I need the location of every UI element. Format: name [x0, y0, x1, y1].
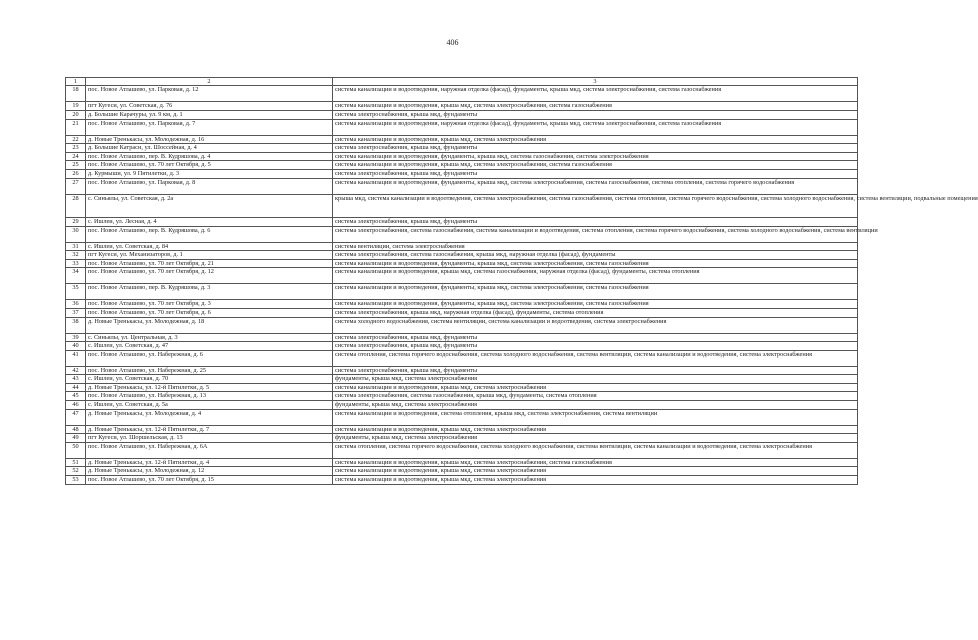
- row-address: пос. Новое Атлашево, пер. В. Кудряшова, д. 6: [86, 226, 333, 242]
- row-works: система канализации и водоотведения, фундаменты, крыша мкд, система электроснабжения, система газоснабжения: [333, 284, 858, 300]
- row-address: пос. Новое Атлашево, пер. В. Кудряшова, д. 4: [86, 152, 333, 161]
- row-address: пгт Кугеси, ул. Шоршельская, д. 13: [86, 434, 333, 443]
- row-address: пос. Новое Атлашево, ул. 70 лет Октября, д. 5: [86, 161, 333, 170]
- row-works: система электроснабжения, система газоснабжения, крыша мкд, наружная отделка (фасад), фундаменты: [333, 251, 858, 260]
- row-address: д. Большие Катраси, ул. Шоссейная, д. 4: [86, 144, 333, 153]
- row-works: крыша мкд, система канализации и водоотведения, система электроснабжения, система газоснабжения, система отопления, система горячего водоснабжения, система холодного водоснабжения, система вентиляции, подвальные помещения: [333, 194, 858, 217]
- row-address: пгт Кугеси, ул. Механизаторов, д. 1: [86, 251, 333, 260]
- row-address: с. Ишлеи, ул. Советская, д. 70: [86, 375, 333, 384]
- row-number: 36: [66, 300, 86, 309]
- row-address: д. Новые Тренькасы, ул. Молодежная, д. 12: [86, 467, 333, 476]
- table-row: [66, 467, 858, 476]
- row-number: 50: [66, 442, 86, 458]
- row-works: система канализации и водоотведения, крыша мкд, система электроснабжения: [333, 476, 858, 485]
- table-row: [66, 152, 858, 161]
- row-works: система электроснабжения, система газоснабжения, крыша мкд, фундаменты, система отопления: [333, 392, 858, 401]
- row-number: 21: [66, 119, 86, 135]
- row-address: с. Ишлеи, ул. Советская, д. 47: [86, 342, 333, 351]
- row-address: пос. Новое Атлашево, ул. Парковая, д. 12: [86, 86, 333, 102]
- row-number: 29: [66, 217, 86, 226]
- row-address: с. Ишлеи, ул. Лесная, д. 4: [86, 217, 333, 226]
- table-row: [66, 268, 858, 284]
- row-works: система канализации и водоотведения, крыша мкд, система электроснабжения: [333, 135, 858, 144]
- table-row: [66, 169, 858, 178]
- row-number: 46: [66, 401, 86, 410]
- row-address: д. Новые Тренькасы, ул. Молодежная, д. 16: [86, 135, 333, 144]
- table-row: [66, 135, 858, 144]
- row-number: 49: [66, 434, 86, 443]
- table-row: [66, 342, 858, 351]
- row-address: пос. Новое Атлашево, ул. Парковая, д. 7: [86, 119, 333, 135]
- table-row: [66, 458, 858, 467]
- row-number: 47: [66, 409, 86, 425]
- row-works: система электроснабжения, крыша мкд, фундаменты: [333, 342, 858, 351]
- row-number: 42: [66, 366, 86, 375]
- table-row: [66, 251, 858, 260]
- row-address: пос. Новое Атлашево, пер. В. Кудряшова, д. 3: [86, 284, 333, 300]
- row-works: система электроснабжения, крыша мкд, фундаменты: [333, 169, 858, 178]
- row-address: д. Новые Тренькасы, ул. 12-й Пятилетки, д. 5: [86, 383, 333, 392]
- table-row: [66, 350, 858, 366]
- table-row: [66, 392, 858, 401]
- row-number: 41: [66, 350, 86, 366]
- row-address: с. Синьялы, ул. Советская, д. 2а: [86, 194, 333, 217]
- row-address: пос. Новое Атлашево, ул. 70 лет Октября, д. 12: [86, 268, 333, 284]
- row-address: с. Ишлеи, ул. Советская, д. 84: [86, 242, 333, 251]
- row-address: пос. Новое Атлашево, ул. 70 лет Октября, д. 21: [86, 259, 333, 268]
- table-row: [66, 375, 858, 384]
- row-number: 45: [66, 392, 86, 401]
- row-works: система канализации и водоотведения, наружная отделка (фасад), фундаменты, крыша мкд, система электроснабжения, система газоснабжения: [333, 86, 858, 102]
- row-address: д. Большие Карачуры, ул. 9 км, д. 1: [86, 111, 333, 120]
- page-number: 406: [446, 38, 459, 47]
- table-row: [66, 119, 858, 135]
- table-row: [66, 284, 858, 300]
- row-works: система электроснабжения, крыша мкд, фундаменты: [333, 111, 858, 120]
- row-number: 51: [66, 458, 86, 467]
- row-address: д. Новые Тренькасы, ул. 12-й Пятилетки, д. 7: [86, 425, 333, 434]
- table-row: [66, 476, 858, 485]
- table-row: [66, 226, 858, 242]
- row-address: д. Курмыши, ул. 9 Пятилетки, д. 3: [86, 169, 333, 178]
- table-row: [66, 144, 858, 153]
- row-number: 28: [66, 194, 86, 217]
- row-number: 23: [66, 144, 86, 153]
- row-works: система канализации и водоотведения, крыша мкд, система электроснабжения: [333, 383, 858, 392]
- row-works: система электроснабжения, крыша мкд, фундаменты: [333, 366, 858, 375]
- row-address: с. Ишлеи, ул. Советская, д. 5а: [86, 401, 333, 410]
- row-number: 20: [66, 111, 86, 120]
- row-works: система канализации и водоотведения, фундаменты, крыша мкд, система электроснабжения, система газоснабжения: [333, 259, 858, 268]
- column-header-number: 1: [66, 78, 86, 86]
- row-works: система вентиляции, система электроснабжения: [333, 242, 858, 251]
- row-works: фундаменты, крыша мкд, система электроснабжения: [333, 375, 858, 384]
- column-header-works: 3: [333, 78, 858, 86]
- column-header-address: 2: [86, 78, 333, 86]
- row-works: система электроснабжения, крыша мкд, фундаменты: [333, 333, 858, 342]
- row-address: пос. Новое Атлашево, ул. 70 лет Октября, д. 3: [86, 300, 333, 309]
- row-number: 53: [66, 476, 86, 485]
- row-number: 19: [66, 102, 86, 111]
- row-works: система электроснабжения, крыша мкд, наружная отделка (фасад), фундаменты, система отопления: [333, 308, 858, 317]
- row-works: система электроснабжения, система газоснабжения, система канализации и водоотведения, система отопления, система горячего водоснабжения, система холодного водоснабжения, система вентиляции: [333, 226, 858, 242]
- row-address: с. Синьялы, ул. Центральная, д. 3: [86, 333, 333, 342]
- table-row: [66, 308, 858, 317]
- table-row: [66, 259, 858, 268]
- row-works: система канализации и водоотведения, наружная отделка (фасад), фундаменты, крыша мкд, система электроснабжения, система газоснабжения: [333, 119, 858, 135]
- row-works: система канализации и водоотведения, система отопления, крыша мкд, система электроснабжения, система вентиляции: [333, 409, 858, 425]
- row-works: система канализации и водоотведения, крыша мкд, система электроснабжения, система газоснабжения: [333, 458, 858, 467]
- row-number: 34: [66, 268, 86, 284]
- row-number: 33: [66, 259, 86, 268]
- row-number: 31: [66, 242, 86, 251]
- table-row: [66, 333, 858, 342]
- row-number: 38: [66, 317, 86, 333]
- row-address: д. Новые Тренькасы, ул. Молодежная, д. 18: [86, 317, 333, 333]
- row-number: 52: [66, 467, 86, 476]
- table-row: [66, 383, 858, 392]
- table-row: [66, 434, 858, 443]
- row-number: 27: [66, 178, 86, 194]
- row-address: пос. Новое Атлашево, ул. 70 лет Октября, д. 15: [86, 476, 333, 485]
- row-number: 44: [66, 383, 86, 392]
- row-number: 48: [66, 425, 86, 434]
- row-number: 25: [66, 161, 86, 170]
- table-row: [66, 317, 858, 333]
- table-row: [66, 425, 858, 434]
- table-row: [66, 442, 858, 458]
- row-address: пгт Кугеси, ул. Советская, д. 76: [86, 102, 333, 111]
- table-row: [66, 102, 858, 111]
- row-number: 22: [66, 135, 86, 144]
- row-address: д. Новые Тренькасы, ул. 12-й Пятилетки, д. 4: [86, 458, 333, 467]
- row-number: 40: [66, 342, 86, 351]
- row-number: 39: [66, 333, 86, 342]
- row-works: система канализации и водоотведения, крыша мкд, система газоснабжения, наружная отделка (фасад), фундаменты, система отопления: [333, 268, 858, 284]
- row-works: система канализации и водоотведения, фундаменты, крыша мкд, система газоснабжения, система электроснабжения: [333, 152, 858, 161]
- row-works: система канализации и водоотведения, крыша мкд, система электроснабжения: [333, 467, 858, 476]
- row-address: пос. Новое Атлашево, ул. Набережная, д. 13: [86, 392, 333, 401]
- row-works: система электроснабжения, крыша мкд, фундаменты: [333, 217, 858, 226]
- row-address: пос. Новое Атлашево, ул. Набережная, д. 25: [86, 366, 333, 375]
- table-row: [66, 409, 858, 425]
- row-number: 26: [66, 169, 86, 178]
- table-row: [66, 401, 858, 410]
- row-works: система канализации и водоотведения, крыша мкд, система электроснабжения, система газоснабжения: [333, 161, 858, 170]
- row-address: пос. Новое Атлашево, ул. Парковая, д. 8: [86, 178, 333, 194]
- row-works: фундаменты, крыша мкд, система электроснабжения: [333, 401, 858, 410]
- row-address: д. Новые Тренькасы, ул. Молодежная, д. 4: [86, 409, 333, 425]
- table-row: [66, 111, 858, 120]
- table-row: [66, 86, 858, 102]
- table-row: [66, 194, 858, 217]
- header-row: [66, 78, 858, 86]
- row-number: 30: [66, 226, 86, 242]
- row-works: система канализации и водоотведения, крыша мкд, система электроснабжения: [333, 425, 858, 434]
- row-works: система отопления, система горячего водоснабжения, система холодного водоснабжения, система вентиляции, система канализации и водоотведения, система электроснабжения: [333, 350, 858, 366]
- row-works: система отопления, система горячего водоснабжения, система холодного водоснабжения, система вентиляции, система канализации и водоотведения, система электроснабжения: [333, 442, 858, 458]
- table-row: [66, 242, 858, 251]
- row-works: фундаменты, крыша мкд, система электроснабжения: [333, 434, 858, 443]
- row-works: система канализации и водоотведения, фундаменты, крыша мкд, система электроснабжения, система газоснабжения, система отопления, система горячего водоснабжения: [333, 178, 858, 194]
- row-address: пос. Новое Атлашево, ул. Набережная, д. 6А: [86, 442, 333, 458]
- registry-table: [65, 77, 978, 485]
- row-number: 18: [66, 86, 86, 102]
- table-row: [66, 366, 858, 375]
- table-row: [66, 300, 858, 309]
- row-works: система холодного водоснабжения, система вентиляции, система канализации и водоотведения, система электроснабжения: [333, 317, 858, 333]
- row-number: 37: [66, 308, 86, 317]
- row-works: система канализации и водоотведения, крыша мкд, система электроснабжения, система газоснабжения: [333, 102, 858, 111]
- row-number: 24: [66, 152, 86, 161]
- row-number: 35: [66, 284, 86, 300]
- row-works: система электроснабжения, крыша мкд, фундаменты: [333, 144, 858, 153]
- row-works: система канализации и водоотведения, фундаменты, крыша мкд, система электроснабжения, система газоснабжения: [333, 300, 858, 309]
- table-row: [66, 178, 858, 194]
- row-address: пос. Новое Атлашево, ул. 70 лет Октября, д. 6: [86, 308, 333, 317]
- row-number: 32: [66, 251, 86, 260]
- row-number: 43: [66, 375, 86, 384]
- row-address: пос. Новое Атлашево, ул. Набережная, д. 6: [86, 350, 333, 366]
- table-row: [66, 161, 858, 170]
- table-row: [66, 217, 858, 226]
